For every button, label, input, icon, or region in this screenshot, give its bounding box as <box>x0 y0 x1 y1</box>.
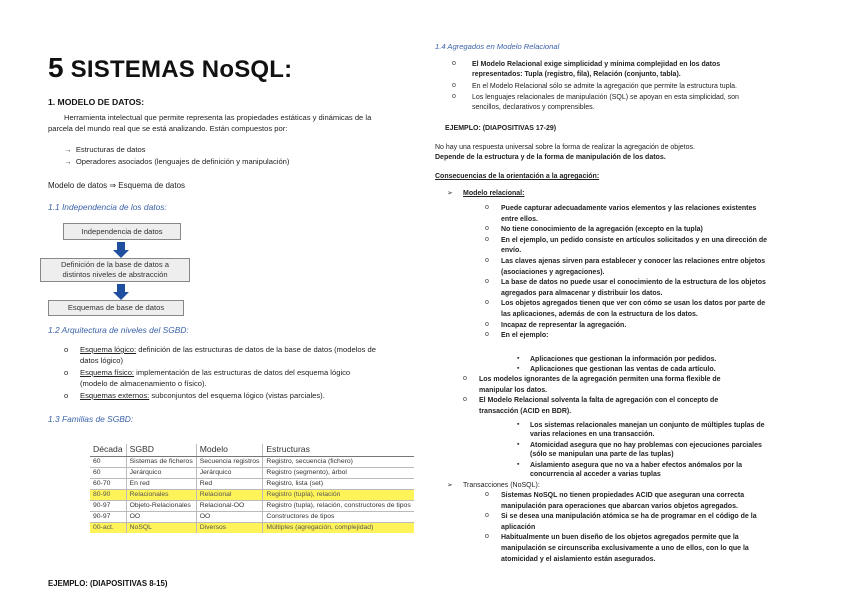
transacciones-heading: Transacciones (NoSQL): <box>463 482 540 489</box>
right-item: Los lenguajes relacionales de manipulación (SQL) se apoyan en esta simplicidad, son <box>472 94 739 101</box>
list-item: entre ellos. <box>501 215 538 223</box>
list-item: En el ejemplo, un pedido consiste en artículos solicitados y en una dirección de <box>501 236 768 244</box>
table-header-cell: Estructuras <box>263 444 414 457</box>
bullet-icon: o <box>485 320 489 328</box>
table-cell: Relacional-OO <box>196 501 263 512</box>
bullet-icon: o <box>485 299 489 307</box>
right-item: En el Modelo Relacional sólo se admite la agregación que permite la estructura tupla. <box>472 83 737 90</box>
flow-box-independencia: Independencia de datos <box>63 223 181 240</box>
bullet-icon: o <box>452 60 456 67</box>
list-item: Sistemas NoSQL no tienen propiedades ACID que aseguran una correcta <box>501 492 745 499</box>
table-cell: Relacional <box>196 490 263 501</box>
arch-item-fisico-2: (modelo de almacenamiento o físico). <box>80 379 207 388</box>
bullet-icon: o <box>485 235 489 243</box>
table-cell: Relacionales <box>126 490 196 501</box>
sub-item: Atomicidad asegura que no hay problemas con ejecuciones parciales <box>530 442 762 449</box>
bullet-icon: o <box>485 225 489 233</box>
list-item: Puede capturar adecuadamente varios elementos y las relaciones existentes <box>501 205 757 212</box>
list-item: (asociaciones y agregaciones). <box>501 268 605 276</box>
table-row <box>90 479 414 490</box>
list-item: Los modelos ignorantes de la agregación permiten una forma flexible de <box>479 376 721 383</box>
list-item: atomicidad y el aislamiento están asegurados. <box>501 555 656 563</box>
subsection-13: 1.3 Familias de SGBD: <box>48 414 134 424</box>
nohay-text: Depende de la estructura y de la forma de manipulación de los datos. <box>435 154 666 161</box>
bullet-icon: o <box>485 204 489 211</box>
list-item: envío. <box>501 247 522 255</box>
sub-item: concurrencia al acceder a varias tuplas <box>530 471 661 478</box>
component-item: → Operadores asociados (lenguajes de definición y manipulación) <box>64 157 290 166</box>
sub-item: Aplicaciones que gestionan las ventas de cada artículo. <box>530 366 716 373</box>
bullet-icon: o <box>485 331 489 339</box>
list-item: En el ejemplo: <box>501 332 549 340</box>
arch-item-externos: Esquemas externos: subconjuntos del esquema lógico (vistas parciales). <box>80 391 325 400</box>
subsection-12: 1.2 Arquitectura de niveles del SGBD: <box>48 325 189 335</box>
table-header-cell: Modelo <box>196 444 263 457</box>
bullet-icon: o <box>64 391 69 400</box>
table-cell: Jerárquico <box>196 468 263 479</box>
intro-text: Herramienta intelectual que permite representa las propiedades estáticas y dinámicas de la <box>64 113 372 122</box>
list-item: Incapaz de representar la agregación. <box>501 321 627 329</box>
table-cell: Registro (segmento), árbol <box>263 468 414 479</box>
list-item: No tiene conocimiento de la agregación (excepto en la tupla) <box>501 226 703 234</box>
section-heading-modelo: 1. MODELO DE DATOS: <box>48 97 145 107</box>
list-item: agregados para almacenar y distribuir los datos. <box>501 289 663 297</box>
table-row <box>90 468 414 479</box>
bullet-icon: o <box>485 533 489 541</box>
square-bullet-icon: ▪ <box>517 365 520 372</box>
consecuencias-heading: Consecuencias de la orientación a la agregación: <box>435 173 600 180</box>
table-cell: NoSQL <box>126 523 196 534</box>
flow-box-esquemas: Esquemas de base de datos <box>48 300 184 316</box>
list-item: aplicación <box>501 523 536 531</box>
intro-text-2: parcela del mundo real que se está analizando. Están compuestos por: <box>48 124 288 133</box>
bullet-icon: o <box>485 512 489 520</box>
bullet-icon: o <box>64 368 69 377</box>
modelo-equation: Modelo de datos ⇒ Esquema de datos <box>48 181 186 190</box>
table-cell: OO <box>126 512 196 523</box>
bullet-icon: o <box>452 93 456 100</box>
list-item: Si se desea una manipulación atómica se ha de programar en el código de la <box>501 513 757 521</box>
ejemplo-diapositivas: EJEMPLO: (DIAPOSITIVAS 8-15) <box>48 579 168 588</box>
table-cell: 60-70 <box>90 479 126 490</box>
table-cell: Múltiples (agregación, complejidad) <box>263 523 414 534</box>
arch-item-fisico: Esquema físico: implementación de las estructuras de datos del esquema lógico <box>80 368 351 377</box>
table-cell: Diversos <box>196 523 263 534</box>
list-item: La base de datos no puede usar el conocimiento de la estructura de los objetos <box>501 279 766 287</box>
arch-item-logico-2: datos lógico) <box>80 356 124 365</box>
list-item: Habitualmente un buen diseño de los objetos agregados permite que la <box>501 534 739 542</box>
down-arrow-icon <box>113 284 129 300</box>
component-item: → Estructuras de datos <box>64 145 146 154</box>
subsection-14: 1.4 Agregados en Modelo Relacional <box>435 42 560 51</box>
subsection-11: 1.1 Independencia de los datos: <box>48 202 167 212</box>
sub-item: (sólo se manipulan una parte de las tuplas) <box>530 451 674 458</box>
table-cell: 90-97 <box>90 512 126 523</box>
list-item: Las claves ajenas sirven para establecer y conocer las relaciones entre objetos <box>501 258 766 265</box>
list-item: Los objetos agregados tienen que ver con cómo se usan los datos por parte de <box>501 300 766 308</box>
table-cell: 00-act. <box>90 523 126 534</box>
list-item: El Modelo Relacional solventa la falta de agregación con el concepto de <box>479 397 719 405</box>
list-item: manipular los datos. <box>479 386 548 394</box>
table-cell: 90-97 <box>90 501 126 512</box>
sub-item: varias relaciones en una transacción. <box>530 431 655 438</box>
bullet-icon: o <box>463 375 467 382</box>
table-row <box>90 512 414 523</box>
bullet-icon: o <box>452 82 456 89</box>
table-cell: Registro (tupla), relación, constructores de tipos <box>263 501 414 512</box>
nohay-text: No hay una respuesta universal sobre la forma de realizar la agregación de objetos. <box>435 144 695 151</box>
bullet-icon: o <box>485 257 489 264</box>
list-item: manipulación se circunscriba exclusivamente a uno de ellos, con lo que la <box>501 545 749 552</box>
sgbd-families-table <box>90 444 414 533</box>
square-bullet-icon: ▪ <box>517 421 520 428</box>
flow-box-definicion: Definición de la base de datos a distintos niveles de abstracción <box>40 258 190 282</box>
square-bullet-icon: ▪ <box>517 355 520 362</box>
square-bullet-icon: ▪ <box>517 441 520 448</box>
table-cell: 80-90 <box>90 490 126 501</box>
list-item: manipulación para operaciones que abarcan varios objetos agregados. <box>501 502 738 510</box>
table-header-cell: Década <box>90 444 126 457</box>
arrow-bullet-icon: ➢ <box>447 190 453 197</box>
down-arrow-icon <box>113 242 129 258</box>
sub-item: Aplicaciones que gestionan la información por pedidos. <box>530 356 717 363</box>
table-cell: Objeto-Relacionales <box>126 501 196 512</box>
table-cell: OO <box>196 512 263 523</box>
table-cell: Sistemas de ficheros <box>126 457 196 468</box>
right-item: El Modelo Relacional exige simplicidad y mínima complejidad en los datos <box>472 61 721 68</box>
bullet-icon: o <box>485 491 489 498</box>
table-cell: Constructores de tipos <box>263 512 414 523</box>
table-row <box>90 523 414 534</box>
sub-item: Aislamiento asegura que no va a haber efectos anómalos por la <box>530 462 743 469</box>
table-cell: Registro, secuencia (fichero) <box>263 457 414 468</box>
ejemplo-diapositivas-2: EJEMPLO: (DIAPOSITIVAS 17-29) <box>445 125 557 132</box>
square-bullet-icon: ▪ <box>517 461 520 468</box>
right-item: representados: Tupla (registro, fila), Relación (conjunto, tabla). <box>472 71 681 78</box>
bullet-icon: o <box>64 345 69 354</box>
sub-item: Los sistemas relacionales manejan un conjunto de múltiples tuplas de <box>530 422 765 429</box>
bullet-icon: o <box>485 278 489 286</box>
table-cell: Red <box>196 479 263 490</box>
arrow-bullet-icon: ➢ <box>447 482 453 489</box>
table-cell: 60 <box>90 457 126 468</box>
table-row <box>90 490 414 501</box>
bullet-icon: o <box>463 396 467 404</box>
table-header-cell: SGBD <box>126 444 196 457</box>
arch-item-logico: Esquema lógico: definición de las estructuras de datos de la base de datos (modelos de <box>80 345 376 354</box>
table-cell: 60 <box>90 468 126 479</box>
modelo-relacional-heading: Modelo relacional: <box>463 190 525 197</box>
table-cell: Secuencia registros <box>196 457 263 468</box>
table-cell: En red <box>126 479 196 490</box>
list-item: las aplicaciones, además de con la estructura de los datos. <box>501 311 698 318</box>
right-item: sencillos, declarativos y comprensibles. <box>472 104 595 111</box>
table-cell: Registro (tupla), relación <box>263 490 414 501</box>
table-row <box>90 457 414 468</box>
page-title: 5 SISTEMAS NoSQL: <box>48 52 293 83</box>
table-cell: Jerárquico <box>126 468 196 479</box>
table-row <box>90 501 414 512</box>
list-item: transacción (ACID en BDR). <box>479 407 572 415</box>
table-cell: Registro, lista (set) <box>263 479 414 490</box>
